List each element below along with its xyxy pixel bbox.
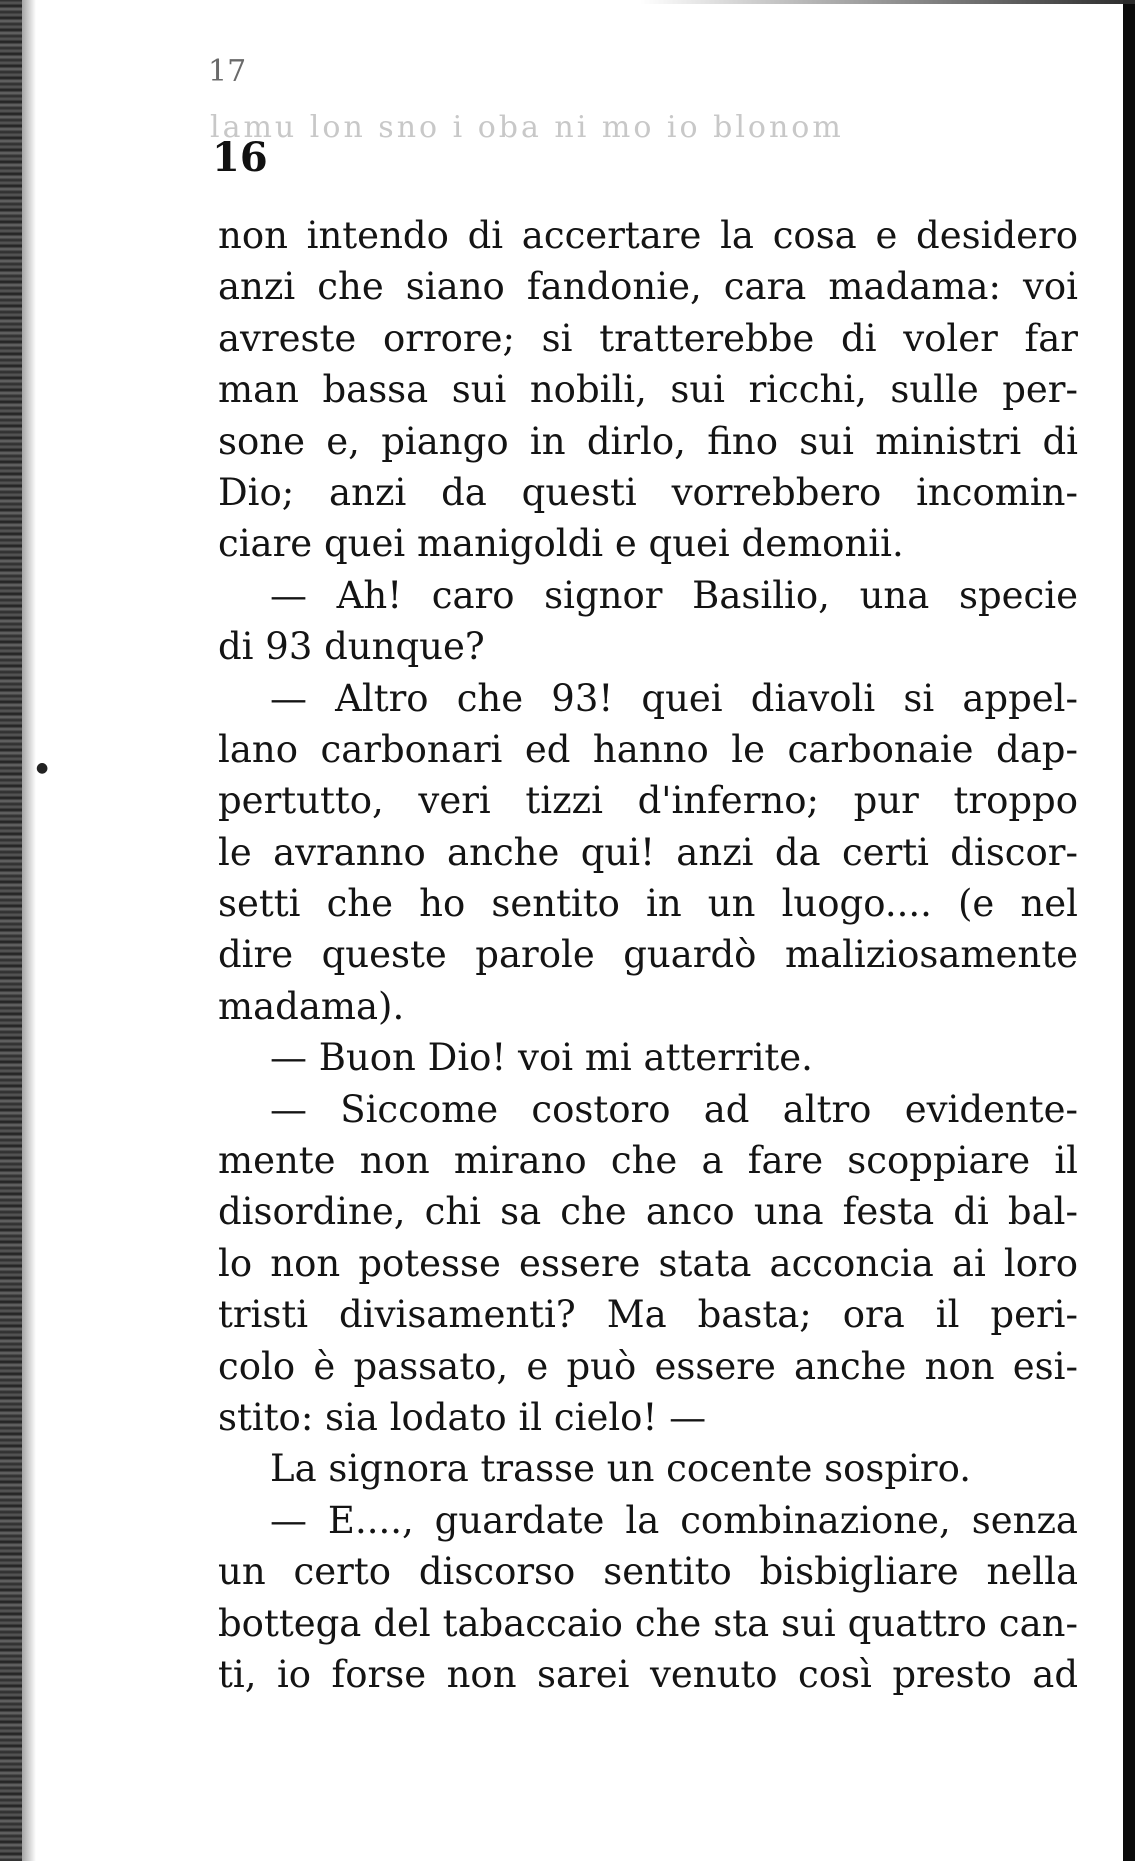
text-line: lo non potesse essere stata acconcia ai loro <box>218 1241 1078 1285</box>
text-line: setti che ho sentito in un luogo.... (e nel <box>218 882 1078 926</box>
text-line: mente non mirano che a fare scoppiare il <box>218 1139 1078 1183</box>
text-line: madama). <box>218 984 405 1028</box>
text-line: lano carbonari ed hanno le carbonaie dap- <box>218 727 1078 771</box>
page-number: 16 <box>212 134 268 181</box>
text-line: di 93 dunque? <box>218 625 485 669</box>
text-line: disordine, chi sa che anco una festa di bal- <box>218 1190 1078 1234</box>
text-line: — Altro che 93! quei diavoli si appel- <box>270 676 1078 720</box>
body-text <box>218 210 1078 1700</box>
text-line: sone e, piango in dirlo, fino sui ministri di <box>218 419 1078 463</box>
text-line: ti, io forse non sarei venuto così presto ad <box>218 1652 1078 1696</box>
ink-speck-mark: ● <box>36 760 49 776</box>
text-line: — Buon Dio! voi mi atterrite. <box>270 1036 813 1080</box>
text-line: stito: sia lodato il cielo! — <box>218 1395 707 1439</box>
corner-mark: 17 <box>208 54 247 89</box>
text-line: le avranno anche qui! anzi da certi discor- <box>218 830 1078 874</box>
text-line: un certo discorso sentito bisbigliare nella <box>218 1550 1078 1594</box>
text-line: tristi divisamenti? Ma basta; ora il peri- <box>218 1293 1078 1337</box>
text-line: anzi che siano fandonie, cara madama: voi <box>218 265 1078 309</box>
text-line: avreste orrore; si tratterebbe di voler far <box>218 316 1078 360</box>
text-line: dire queste parole guardò maliziosamente <box>218 933 1078 977</box>
text-line: bottega del tabaccaio che sta sui quattro can- <box>218 1601 1078 1645</box>
text-line: ciare quei manigoldi e quei demonii. <box>218 522 904 566</box>
scan-right-edge <box>1123 0 1135 1861</box>
scan-top-edge <box>640 0 1135 4</box>
text-line: — E...., guardate la combinazione, senza <box>270 1498 1078 1542</box>
text-line: Dio; anzi da questi vorrebbero incomin- <box>218 470 1078 514</box>
scan-binding-edge <box>0 0 22 1861</box>
text-line: — Siccome costoro ad altro evidente- <box>270 1087 1078 1131</box>
text-line: — Ah! caro signor Basilio, una specie <box>270 573 1078 617</box>
text-line: pertutto, veri tizzi d'inferno; pur troppo <box>218 779 1078 823</box>
text-line: colo è passato, e può essere anche non esi- <box>218 1344 1078 1388</box>
bleed-through-text: lamu lon sno i oba ni mo io blonom <box>210 110 844 145</box>
scan-binding-shadow <box>22 0 36 1861</box>
text-line: non intendo di accertare la cosa e desidero <box>218 214 1078 257</box>
text-line: La signora trasse un cocente sospiro. <box>270 1447 971 1491</box>
text-line: man bassa sui nobili, sui ricchi, sulle per- <box>218 368 1078 412</box>
